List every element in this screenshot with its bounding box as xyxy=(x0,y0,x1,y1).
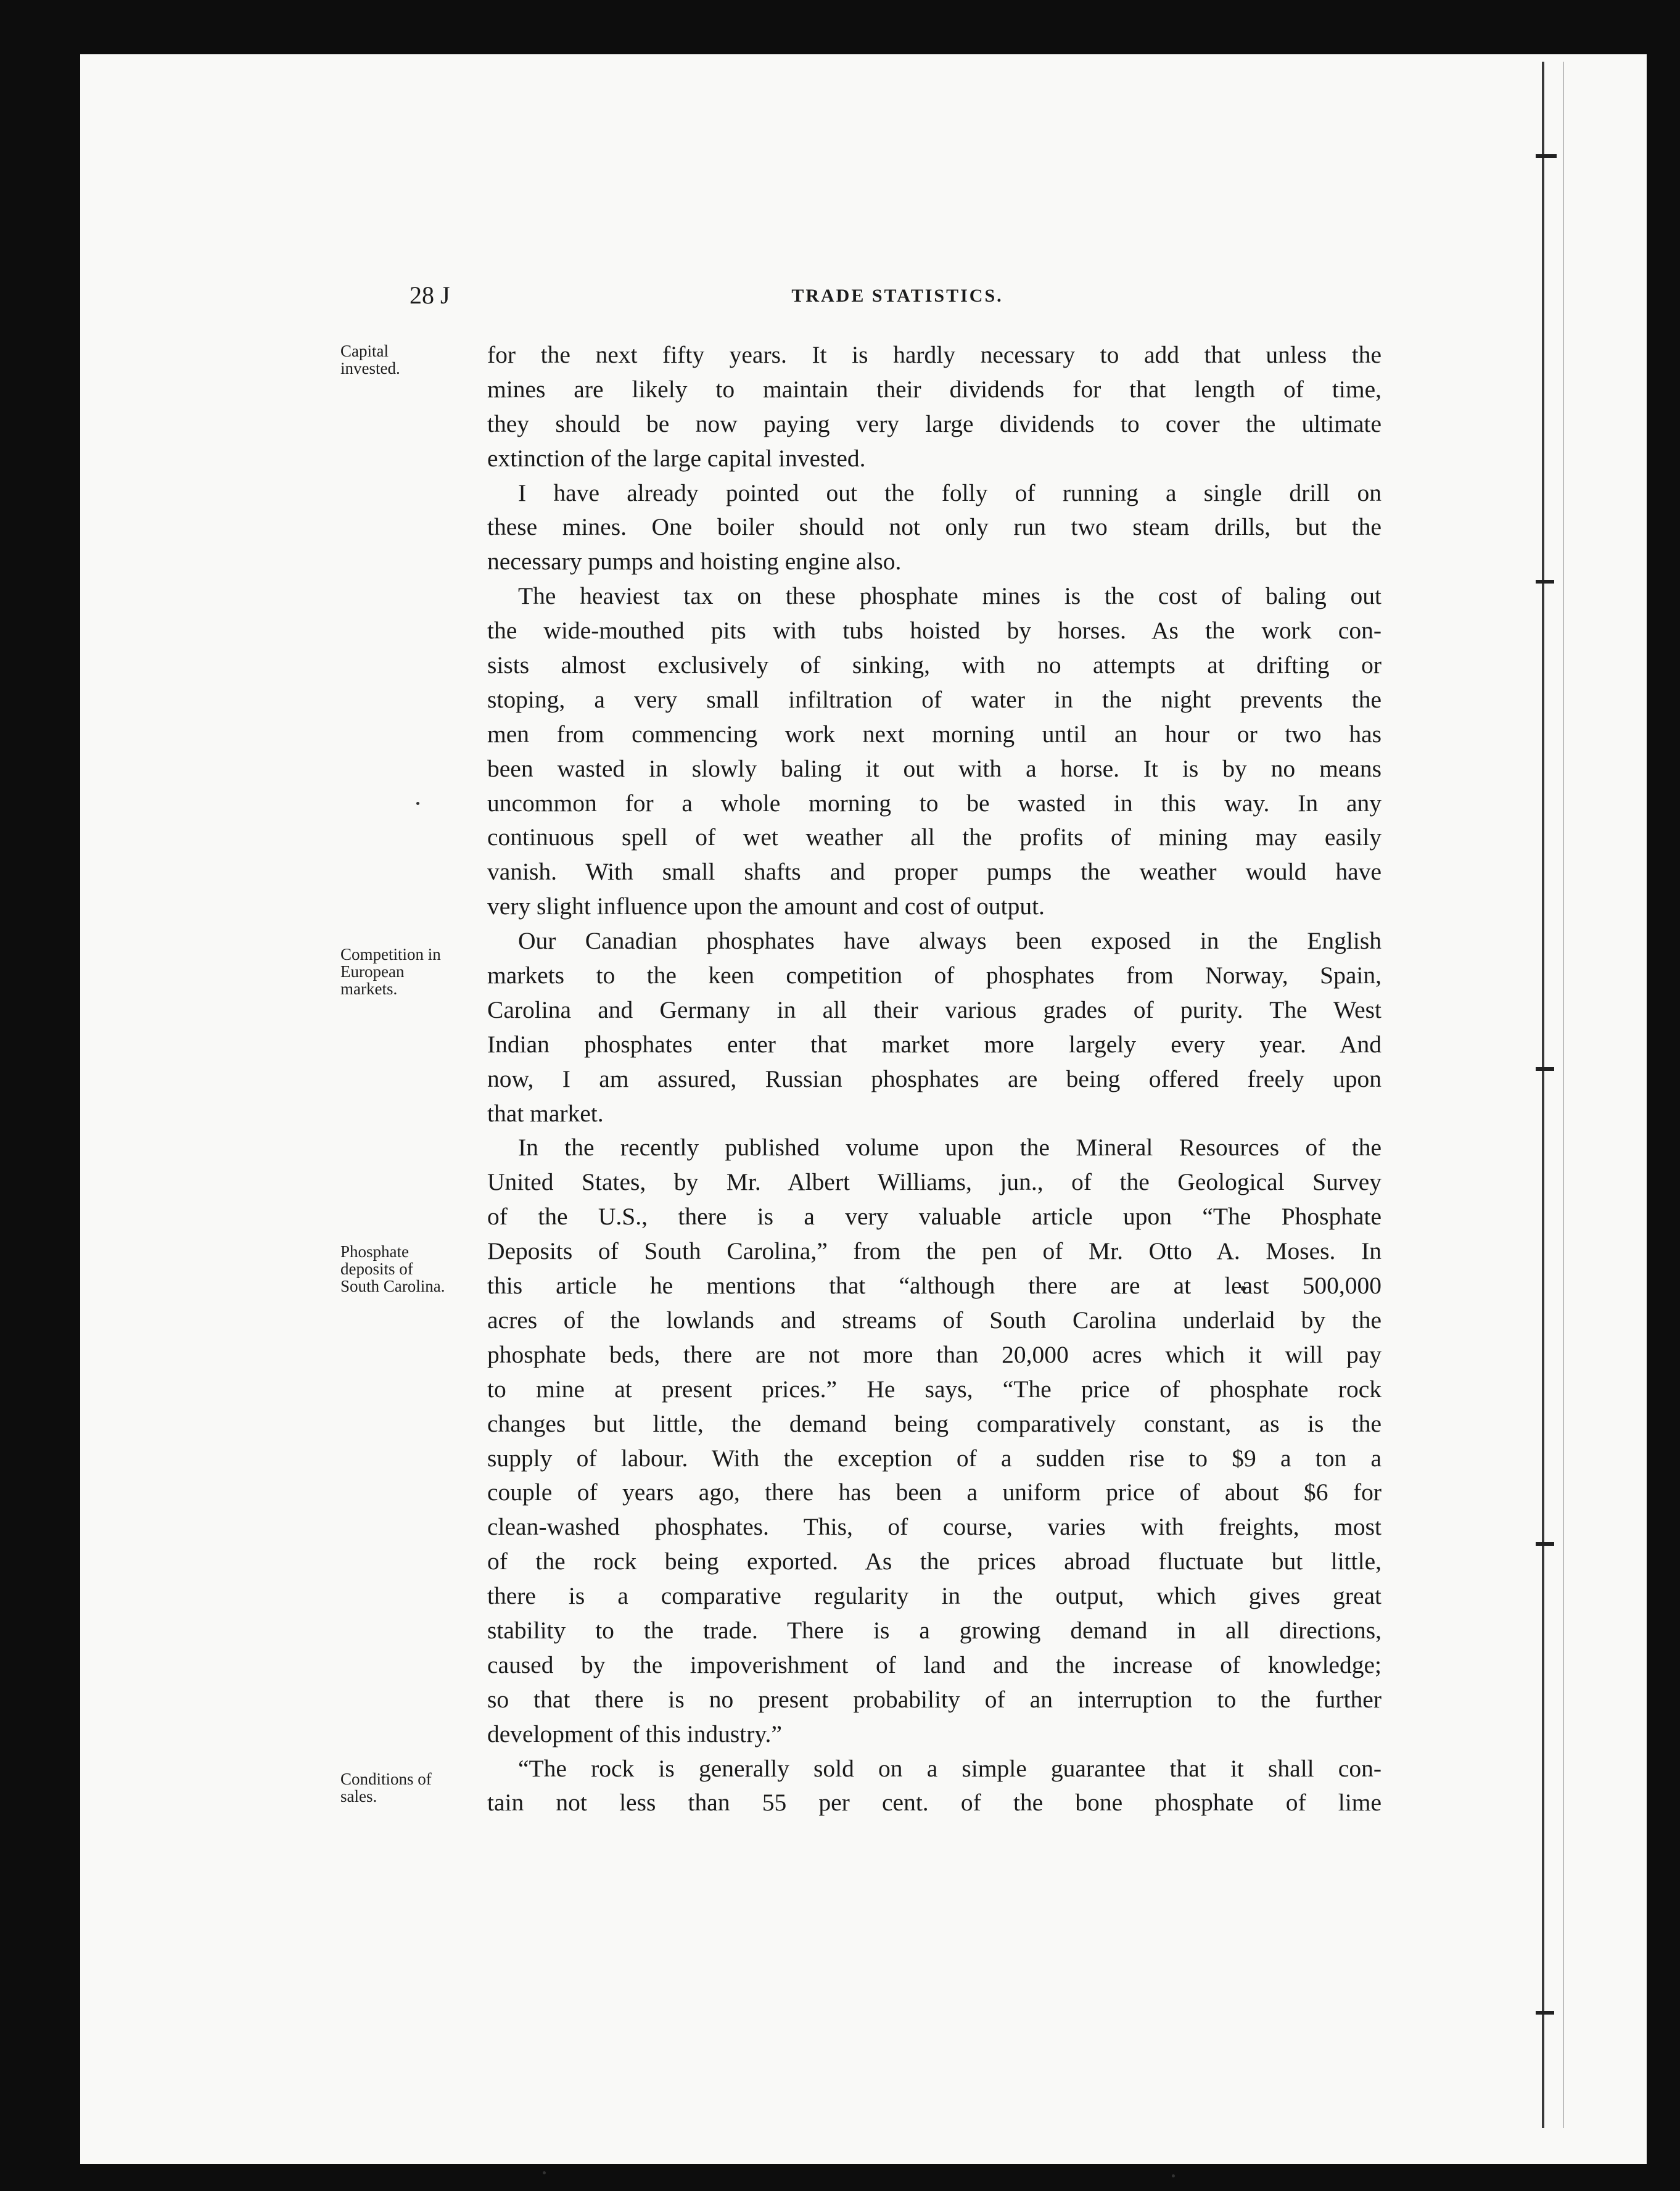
sidenote-line: Capital xyxy=(340,342,389,360)
body-line: for the next fifty years. It is hardly necessary to add that unless the xyxy=(487,341,1381,368)
body-line: I have already pointed out the folly of running a single drill on xyxy=(518,479,1381,506)
body-line: In the recently published volume upon the Mineral Resources of the xyxy=(518,1134,1381,1162)
body-line: so that there is no present probability of an interruption to the further xyxy=(487,1685,1381,1713)
sidenote-line: South Carolina. xyxy=(340,1277,445,1295)
scan-speck xyxy=(1172,2174,1175,2177)
body-line: been wasted in slowly baling it out with a horse. It is by no means xyxy=(487,754,1381,782)
body-line: Our Canadian phosphates have always been exposed in the English xyxy=(518,927,1381,955)
sidenote-line: Conditions of xyxy=(340,1770,432,1788)
sidenote-conditions-of-sales xyxy=(340,1770,488,1805)
body-line: Indian phosphates enter that market more largely every year. And xyxy=(487,1030,1381,1058)
scan-speck xyxy=(416,802,419,805)
body-line: supply of labour. With the exception of a sudden rise to $9 a ton a xyxy=(487,1444,1381,1472)
edge-mark xyxy=(1536,1067,1554,1071)
body-line: Carolina and Germany in all their various grades of purity. The West xyxy=(487,996,1381,1023)
body-line: Deposits of South Carolina,” from the pen of Mr. Otto A. Moses. In xyxy=(487,1237,1381,1265)
sidenote-phosphate-deposits xyxy=(340,1243,488,1295)
sidenote-line: Competition in xyxy=(340,945,441,963)
body-line: stoping, a very small infiltration of water in the night prevents the xyxy=(487,685,1381,713)
body-line: markets to the keen competition of phosphates from Norway, Spain, xyxy=(487,962,1381,989)
body-line: stability to the trade. There is a growing demand in all directions, xyxy=(487,1616,1381,1644)
running-head: TRADE STATISTICS. xyxy=(791,286,1003,306)
sidenote-line: markets. xyxy=(340,980,398,998)
body-line: this article he mentions that “although there are at least 500,000 xyxy=(487,1272,1381,1300)
sidenote-competition xyxy=(340,946,488,997)
body-line: caused by the impoverishment of land and the increase of knowledge; xyxy=(487,1651,1381,1678)
body-line: phosphate beds, there are not more than 20,000 acres which it will pay xyxy=(487,1340,1381,1368)
body-line: “The rock is generally sold on a simple guarantee that it shall con- xyxy=(518,1754,1381,1782)
body-line: to mine at present prices.” He says, “The price of phosphate rock xyxy=(487,1375,1381,1403)
body-line: changes but little, the demand being comparatively constant, as is the xyxy=(487,1409,1381,1437)
body-line: of the rock being exported. As the prices abroad fluctuate but little, xyxy=(487,1548,1381,1575)
sidenote-capital-invested xyxy=(340,342,488,377)
sidenote-line: European xyxy=(340,962,405,981)
body-line: sists almost exclusively of sinking, with no attempts at drifting or xyxy=(487,651,1381,679)
body-line: the wide-mouthed pits with tubs hoisted by horses. As the work con- xyxy=(487,617,1381,645)
sidenote-line: sales. xyxy=(340,1787,377,1805)
body-line: that market. xyxy=(487,1099,604,1127)
body-line: clean-washed phosphates. This, of course, varies with freights, most xyxy=(487,1513,1381,1541)
body-line: United States, by Mr. Albert Williams, jun., of the Geological Survey xyxy=(487,1168,1381,1196)
body-line: now, I am assured, Russian phosphates are being offered freely upon xyxy=(487,1065,1381,1092)
page-header xyxy=(410,281,1385,318)
sidenote-line: Phosphate xyxy=(340,1242,409,1261)
edge-mark xyxy=(1536,1542,1554,1546)
sidenote-line: deposits of xyxy=(340,1260,413,1278)
page-number: 28 J xyxy=(410,281,450,309)
body-line: necessary pumps and hoisting engine also. xyxy=(487,548,902,576)
body-line: mines are likely to maintain their dividends for that length of time, xyxy=(487,375,1381,403)
body-line: development of this industry.” xyxy=(487,1720,782,1747)
scan-speck xyxy=(543,2171,546,2174)
body-line: men from commencing work next morning until an hour or two has xyxy=(487,720,1381,748)
sidenote-line: invested. xyxy=(340,359,400,378)
edge-mark xyxy=(1536,580,1554,584)
body-text xyxy=(487,338,1381,1820)
body-line: very slight influence upon the amount and cost of output. xyxy=(487,893,1045,920)
body-line: extinction of the large capital invested. xyxy=(487,444,866,472)
body-line: The heaviest tax on these phosphate mines is the cost of baling out xyxy=(518,582,1381,610)
body-line: uncommon for a whole morning to be wasted in this way. In any xyxy=(487,789,1381,817)
body-line: acres of the lowlands and streams of South Carolina underlaid by the xyxy=(487,1306,1381,1334)
body-line: continuous spell of wet weather all the profits of mining may easily xyxy=(487,823,1381,851)
body-line: vanish. With small shafts and proper pumps the weather would have xyxy=(487,858,1381,886)
body-line: of the U.S., there is a very valuable article upon “The Phosphate xyxy=(487,1203,1381,1231)
body-line: they should be now paying very large dividends to cover the ultimate xyxy=(487,410,1381,437)
edge-mark xyxy=(1536,154,1557,158)
body-line: these mines. One boiler should not only run two steam drills, but the xyxy=(487,513,1381,541)
body-line: tain not less than 55 per cent. of the bone phosphate of lime xyxy=(487,1789,1381,1817)
body-line: there is a comparative regularity in the output, which gives great xyxy=(487,1582,1381,1610)
edge-mark xyxy=(1536,2011,1554,2015)
page-edge xyxy=(1542,62,1564,2128)
body-line: couple of years ago, there has been a uniform price of about $6 for xyxy=(487,1479,1381,1506)
